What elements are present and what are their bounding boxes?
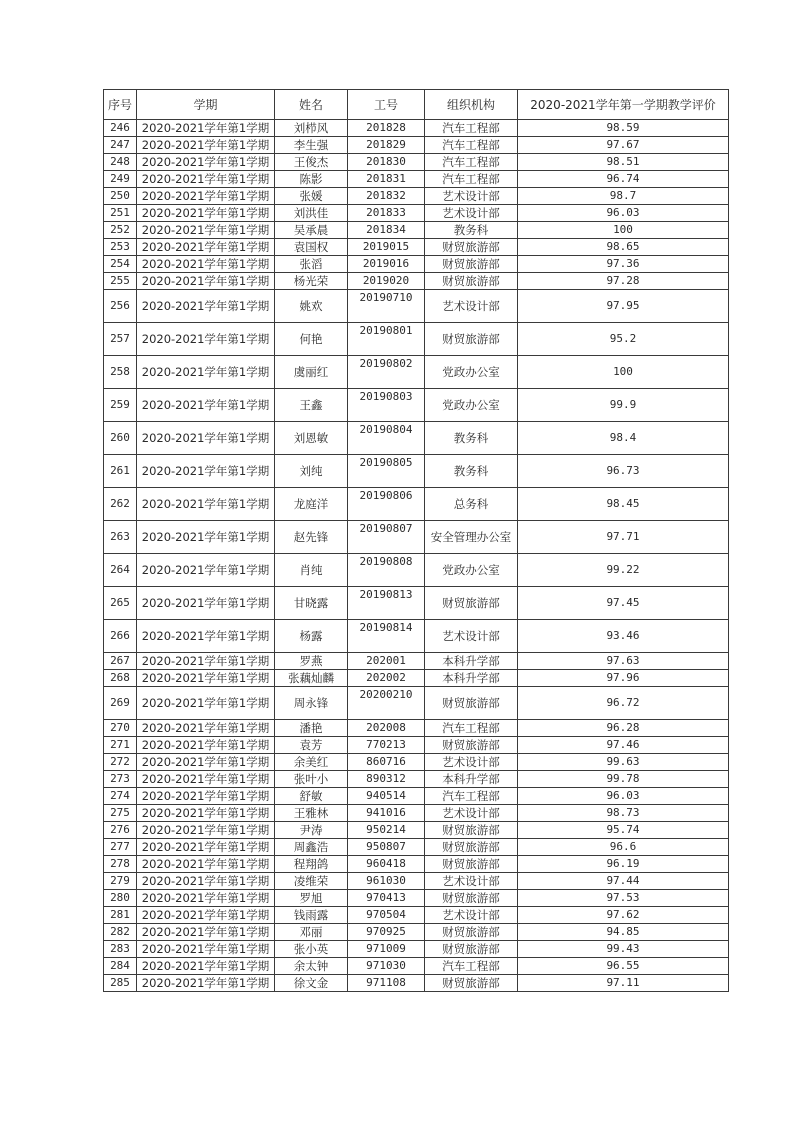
row-no: 282 [104,924,137,941]
table-row [104,273,729,290]
table-row [104,941,729,958]
row-org: 汽车工程部 [425,137,518,154]
row-term: 2020-2021学年第1学期 [137,488,275,521]
row-name: 吴承晨 [275,222,348,239]
row-name: 尹涛 [275,822,348,839]
row-term: 2020-2021学年第1学期 [137,670,275,687]
row-id: 201828 [348,120,425,137]
row-term: 2020-2021学年第1学期 [137,323,275,356]
row-name: 龙庭洋 [275,488,348,521]
row-no: 274 [104,788,137,805]
row-org: 教务科 [425,422,518,455]
row-score: 97.62 [518,907,729,924]
row-org: 财贸旅游部 [425,924,518,941]
row-id: 201832 [348,188,425,205]
row-term: 2020-2021学年第1学期 [137,805,275,822]
header-score: 2020-2021学年第一学期教学评价 [518,90,729,120]
row-id: 20190806 [348,488,425,521]
row-score: 98.65 [518,239,729,256]
row-no: 285 [104,975,137,992]
row-no: 246 [104,120,137,137]
row-no: 256 [104,290,137,323]
row-term: 2020-2021学年第1学期 [137,422,275,455]
row-org: 本科升学部 [425,653,518,670]
row-id: 20190813 [348,587,425,620]
row-id: 941016 [348,805,425,822]
header-row [104,90,729,120]
row-score: 97.28 [518,273,729,290]
table-row [104,958,729,975]
row-id: 201834 [348,222,425,239]
row-term: 2020-2021学年第1学期 [137,587,275,620]
row-org: 财贸旅游部 [425,239,518,256]
row-no: 283 [104,941,137,958]
row-term: 2020-2021学年第1学期 [137,120,275,137]
row-term: 2020-2021学年第1学期 [137,256,275,273]
row-id: 201829 [348,137,425,154]
table-row [104,239,729,256]
table-row [104,389,729,422]
row-no: 265 [104,587,137,620]
row-id: 971009 [348,941,425,958]
row-no: 281 [104,907,137,924]
row-id: 20190804 [348,422,425,455]
row-name: 虞丽红 [275,356,348,389]
row-score: 98.59 [518,120,729,137]
row-id: 202002 [348,670,425,687]
row-score: 99.22 [518,554,729,587]
row-id: 20190805 [348,455,425,488]
row-term: 2020-2021学年第1学期 [137,653,275,670]
row-org: 教务科 [425,455,518,488]
row-no: 268 [104,670,137,687]
row-org: 本科升学部 [425,670,518,687]
row-term: 2020-2021学年第1学期 [137,620,275,653]
row-no: 250 [104,188,137,205]
row-org: 艺术设计部 [425,873,518,890]
row-org: 财贸旅游部 [425,941,518,958]
row-score: 96.55 [518,958,729,975]
row-score: 96.03 [518,205,729,222]
row-id: 20190808 [348,554,425,587]
row-id: 202001 [348,653,425,670]
row-id: 961030 [348,873,425,890]
row-name: 王雅林 [275,805,348,822]
row-term: 2020-2021学年第1学期 [137,941,275,958]
row-score: 100 [518,356,729,389]
row-name: 袁国权 [275,239,348,256]
header-name: 姓名 [275,90,348,120]
row-name: 徐文金 [275,975,348,992]
row-term: 2020-2021学年第1学期 [137,154,275,171]
row-org: 党政办公室 [425,389,518,422]
row-no: 266 [104,620,137,653]
row-score: 100 [518,222,729,239]
row-term: 2020-2021学年第1学期 [137,958,275,975]
row-term: 2020-2021学年第1学期 [137,205,275,222]
table-row [104,205,729,222]
row-no: 269 [104,687,137,720]
row-score: 96.74 [518,171,729,188]
row-name: 王鑫 [275,389,348,422]
row-score: 97.45 [518,587,729,620]
row-id: 971030 [348,958,425,975]
row-score: 98.45 [518,488,729,521]
row-score: 94.85 [518,924,729,941]
row-term: 2020-2021学年第1学期 [137,754,275,771]
row-org: 艺术设计部 [425,754,518,771]
row-term: 2020-2021学年第1学期 [137,907,275,924]
row-no: 252 [104,222,137,239]
row-org: 教务科 [425,222,518,239]
table-row [104,171,729,188]
row-score: 99.63 [518,754,729,771]
table-row [104,488,729,521]
row-term: 2020-2021学年第1学期 [137,856,275,873]
row-id: 20190814 [348,620,425,653]
row-org: 党政办公室 [425,356,518,389]
row-term: 2020-2021学年第1学期 [137,389,275,422]
table-row [104,924,729,941]
row-no: 260 [104,422,137,455]
row-id: 20190807 [348,521,425,554]
row-term: 2020-2021学年第1学期 [137,822,275,839]
table-row [104,521,729,554]
table-row [104,737,729,754]
row-id: 201831 [348,171,425,188]
row-name: 余太钟 [275,958,348,975]
row-term: 2020-2021学年第1学期 [137,890,275,907]
row-name: 赵先锋 [275,521,348,554]
row-score: 97.95 [518,290,729,323]
row-no: 276 [104,822,137,839]
table-row [104,873,729,890]
row-score: 96.19 [518,856,729,873]
row-org: 艺术设计部 [425,805,518,822]
row-org: 汽车工程部 [425,120,518,137]
row-name: 邓丽 [275,924,348,941]
row-score: 99.9 [518,389,729,422]
table-row [104,422,729,455]
row-term: 2020-2021学年第1学期 [137,188,275,205]
row-name: 陈影 [275,171,348,188]
row-name: 肖纯 [275,554,348,587]
row-id: 20200210 [348,687,425,720]
row-score: 96.6 [518,839,729,856]
table-row [104,670,729,687]
row-score: 98.4 [518,422,729,455]
row-no: 255 [104,273,137,290]
row-org: 总务科 [425,488,518,521]
row-name: 袁芳 [275,737,348,754]
row-no: 253 [104,239,137,256]
table-row [104,256,729,273]
row-id: 940514 [348,788,425,805]
row-org: 艺术设计部 [425,188,518,205]
row-no: 251 [104,205,137,222]
row-org: 财贸旅游部 [425,839,518,856]
row-score: 93.46 [518,620,729,653]
table-row [104,188,729,205]
row-id: 950214 [348,822,425,839]
row-no: 247 [104,137,137,154]
row-org: 汽车工程部 [425,958,518,975]
row-org: 艺术设计部 [425,205,518,222]
row-id: 20190801 [348,323,425,356]
row-id: 2019016 [348,256,425,273]
header-term: 学期 [137,90,275,120]
row-score: 97.44 [518,873,729,890]
row-no: 264 [104,554,137,587]
header-no: 序号 [104,90,137,120]
row-term: 2020-2021学年第1学期 [137,222,275,239]
row-score: 96.28 [518,720,729,737]
row-no: 284 [104,958,137,975]
row-id: 20190802 [348,356,425,389]
table-row [104,805,729,822]
row-score: 97.11 [518,975,729,992]
row-no: 259 [104,389,137,422]
row-term: 2020-2021学年第1学期 [137,290,275,323]
row-id: 201830 [348,154,425,171]
row-score: 97.71 [518,521,729,554]
row-name: 程翔鸽 [275,856,348,873]
table-row [104,788,729,805]
row-term: 2020-2021学年第1学期 [137,687,275,720]
row-id: 2019015 [348,239,425,256]
table-row [104,356,729,389]
row-name: 甘晓露 [275,587,348,620]
table-row [104,620,729,653]
row-org: 汽车工程部 [425,720,518,737]
row-term: 2020-2021学年第1学期 [137,521,275,554]
row-id: 950807 [348,839,425,856]
row-name: 钱雨露 [275,907,348,924]
row-term: 2020-2021学年第1学期 [137,720,275,737]
row-org: 艺术设计部 [425,907,518,924]
row-org: 财贸旅游部 [425,273,518,290]
row-no: 261 [104,455,137,488]
row-term: 2020-2021学年第1学期 [137,137,275,154]
row-score: 96.72 [518,687,729,720]
row-score: 97.67 [518,137,729,154]
row-term: 2020-2021学年第1学期 [137,455,275,488]
row-name: 周鑫浩 [275,839,348,856]
row-no: 254 [104,256,137,273]
header-id: 工号 [348,90,425,120]
table-row [104,137,729,154]
row-name: 张叶小 [275,771,348,788]
row-id: 890312 [348,771,425,788]
row-score: 95.74 [518,822,729,839]
row-id: 970925 [348,924,425,941]
row-org: 财贸旅游部 [425,737,518,754]
table-row [104,554,729,587]
row-score: 97.96 [518,670,729,687]
row-no: 262 [104,488,137,521]
row-org: 财贸旅游部 [425,587,518,620]
row-no: 258 [104,356,137,389]
table-row [104,290,729,323]
row-no: 279 [104,873,137,890]
row-term: 2020-2021学年第1学期 [137,273,275,290]
row-score: 97.36 [518,256,729,273]
row-org: 汽车工程部 [425,171,518,188]
table-row [104,222,729,239]
table-row [104,323,729,356]
table-row [104,587,729,620]
table-row [104,720,729,737]
row-id: 960418 [348,856,425,873]
row-no: 248 [104,154,137,171]
row-name: 罗燕 [275,653,348,670]
table-row [104,907,729,924]
row-id: 770213 [348,737,425,754]
table-row [104,754,729,771]
table-row [104,822,729,839]
row-no: 278 [104,856,137,873]
table-row [104,890,729,907]
row-id: 201833 [348,205,425,222]
row-org: 财贸旅游部 [425,975,518,992]
table-row [104,154,729,171]
row-name: 刘洪佳 [275,205,348,222]
row-term: 2020-2021学年第1学期 [137,356,275,389]
row-no: 270 [104,720,137,737]
row-org: 汽车工程部 [425,788,518,805]
row-no: 271 [104,737,137,754]
row-org: 党政办公室 [425,554,518,587]
row-name: 张媛 [275,188,348,205]
row-id: 202008 [348,720,425,737]
row-name: 李生强 [275,137,348,154]
row-org: 财贸旅游部 [425,856,518,873]
row-term: 2020-2021学年第1学期 [137,788,275,805]
row-org: 财贸旅游部 [425,256,518,273]
header-org: 组织机构 [425,90,518,120]
row-org: 财贸旅游部 [425,323,518,356]
row-name: 杨露 [275,620,348,653]
row-org: 财贸旅游部 [425,822,518,839]
row-no: 273 [104,771,137,788]
row-no: 257 [104,323,137,356]
row-term: 2020-2021学年第1学期 [137,924,275,941]
row-name: 凌维荣 [275,873,348,890]
table-row [104,975,729,992]
row-name: 张藕灿麟 [275,670,348,687]
row-no: 277 [104,839,137,856]
row-term: 2020-2021学年第1学期 [137,873,275,890]
row-name: 余美红 [275,754,348,771]
evaluation-table [103,89,729,992]
row-name: 刘纯 [275,455,348,488]
row-org: 艺术设计部 [425,290,518,323]
row-term: 2020-2021学年第1学期 [137,737,275,754]
row-no: 263 [104,521,137,554]
table-row [104,653,729,670]
table-row [104,771,729,788]
table-row [104,455,729,488]
table-row [104,856,729,873]
row-id: 970413 [348,890,425,907]
row-term: 2020-2021学年第1学期 [137,771,275,788]
row-no: 280 [104,890,137,907]
row-term: 2020-2021学年第1学期 [137,839,275,856]
row-name: 潘艳 [275,720,348,737]
row-id: 2019020 [348,273,425,290]
row-no: 272 [104,754,137,771]
table-row [104,839,729,856]
row-score: 99.43 [518,941,729,958]
row-score: 96.03 [518,788,729,805]
row-name: 张小英 [275,941,348,958]
row-term: 2020-2021学年第1学期 [137,171,275,188]
row-score: 97.63 [518,653,729,670]
row-name: 何艳 [275,323,348,356]
row-name: 刘恩敏 [275,422,348,455]
row-name: 周永锋 [275,687,348,720]
row-id: 20190803 [348,389,425,422]
table-row [104,120,729,137]
row-org: 财贸旅游部 [425,687,518,720]
row-no: 249 [104,171,137,188]
row-score: 97.53 [518,890,729,907]
row-score: 99.78 [518,771,729,788]
row-score: 95.2 [518,323,729,356]
row-id: 971108 [348,975,425,992]
row-id: 970504 [348,907,425,924]
row-no: 275 [104,805,137,822]
row-no: 267 [104,653,137,670]
row-score: 98.51 [518,154,729,171]
row-term: 2020-2021学年第1学期 [137,239,275,256]
row-name: 罗旭 [275,890,348,907]
row-score: 98.73 [518,805,729,822]
row-name: 张滔 [275,256,348,273]
row-score: 97.46 [518,737,729,754]
row-term: 2020-2021学年第1学期 [137,554,275,587]
row-id: 20190710 [348,290,425,323]
table-row [104,687,729,720]
row-name: 姚欢 [275,290,348,323]
row-org: 安全管理办公室 [425,521,518,554]
row-org: 汽车工程部 [425,154,518,171]
row-score: 96.73 [518,455,729,488]
row-score: 98.7 [518,188,729,205]
row-name: 王俊杰 [275,154,348,171]
row-org: 艺术设计部 [425,620,518,653]
row-name: 杨光荣 [275,273,348,290]
row-term: 2020-2021学年第1学期 [137,975,275,992]
row-name: 刘栉风 [275,120,348,137]
row-name: 舒敏 [275,788,348,805]
row-id: 860716 [348,754,425,771]
row-org: 本科升学部 [425,771,518,788]
row-org: 财贸旅游部 [425,890,518,907]
